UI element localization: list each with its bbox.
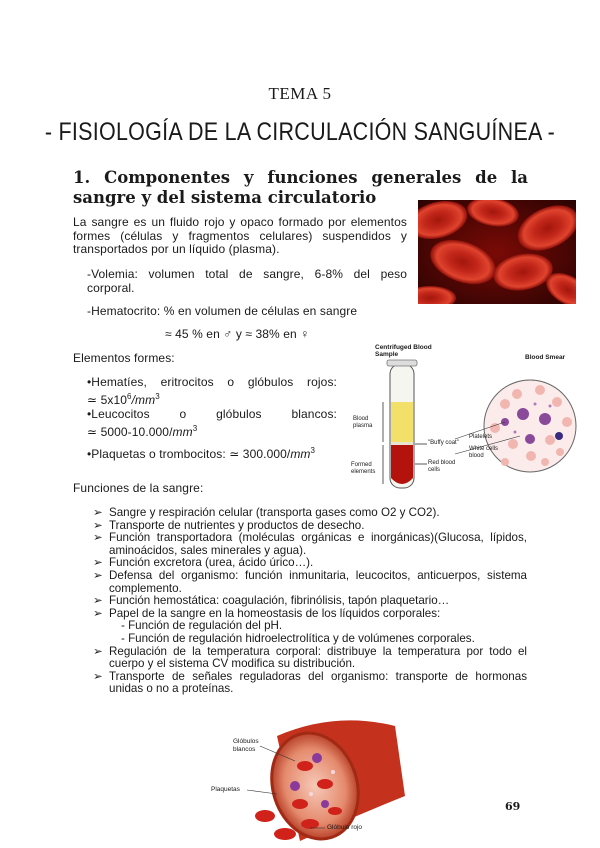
label-blood-plasma: Blood plasma [353, 416, 373, 429]
elementos-label: •Plaquetas o trombocitos: [87, 447, 226, 461]
label-red-blood-cells: Red blood cells [428, 460, 456, 473]
arrow-bullet-icon: ➢ [93, 644, 103, 658]
blood-sample-diagram [345, 344, 580, 494]
label-centrifuged: Centrifuged Blood Sample [375, 344, 432, 358]
hematocrito-text: -Hematocrito: % en volumen de células en sangre [87, 304, 358, 318]
funcion-item: ➢ Función excretora (urea, ácido úrico…). [93, 556, 314, 570]
arrow-bullet-icon: ➢ [93, 531, 103, 545]
elementos-unit: mm [290, 447, 311, 461]
funcion-item: ➢ Función hemostática: coagulación, fibrinólisis, tapón plaquetario… [93, 594, 450, 608]
elementos-exp: 6 [127, 391, 132, 401]
elementos-value: ≃ 5000-10.000/ [87, 424, 173, 439]
label-formed-elements: Formed elements [351, 462, 376, 475]
elementos-title: Elementos formes: [73, 351, 175, 365]
elementos-item-plaquetas [87, 444, 357, 462]
label-buffy-coat: "Buffy coat" [428, 440, 459, 446]
section-number: 1. [73, 168, 91, 187]
elementos-unit: mm [172, 424, 193, 439]
elementos-value: ≃ 300.000/ [229, 447, 291, 461]
elementos-unit-exp: 3 [310, 446, 316, 455]
funcion-item: ➢ Transporte de señales reguladoras del organismo: transporte de hormonas unidas o no a proteínas. [93, 669, 527, 696]
label-blood-smear: Blood Smear [525, 354, 566, 361]
elementos-unit-exp: 3 [155, 391, 160, 401]
intro-paragraph: La sangre es un fluido rojo y opaco formado por elementos formes (células y fragmentos celulares) suspendidos y transportados por un líquido (plasma). [73, 215, 407, 256]
chapter-title: - FISIOLOGÍA DE LA CIRCULACIÓN SANGUÍNEA - [44, 118, 556, 146]
arrow-bullet-icon: ➢ [93, 518, 103, 532]
blood-vessel-illustration [205, 716, 415, 848]
arrow-bullet-icon: ➢ [93, 506, 103, 519]
funcion-subitem: - Función de regulación hidroelectrolítica y de volúmenes corporales. [121, 631, 475, 645]
arrow-bullet-icon: ➢ [93, 594, 103, 608]
label-globulo-rojo: Glóbulo rojo [327, 824, 363, 831]
funcion-item: ➢ Papel de la sangre en la homeostasis de los líquidos corporales: [93, 606, 441, 620]
arrow-bullet-icon: ➢ [93, 556, 103, 570]
elementos-label: •Hematíes, eritrocitos o glóbulos rojos: [87, 375, 337, 389]
volemia-text: -Volemia: volumen total de sangre, 6-8% del peso corporal. [87, 267, 407, 295]
funcion-item: ➢ Función transportadora (moléculas orgánicas e inorgánicas)(Glucosa, lípidos, aminoácidos, sales minerales y agua). [93, 531, 527, 557]
section-title: Componentes y funciones generales de la sangre y del sistema circulatorio [73, 168, 528, 207]
funcion-item: ➢ Defensa del organismo: función inmunitaria, leucocitos, anticuerpos, sistema complemento. [93, 568, 527, 595]
red-blood-cells-photo [418, 200, 576, 304]
chapter-number: TEMA 5 [268, 84, 332, 103]
label-globulos-blancos: Glóbulos blancos [233, 738, 259, 753]
page-number: 69 [505, 800, 521, 813]
funciones-list [93, 506, 527, 696]
arrow-bullet-icon: ➢ [93, 606, 103, 620]
funcion-item: ➢ Transporte de nutrientes y productos de desecho. [93, 518, 365, 532]
funcion-item: ➢ Regulación de la temperatura corporal: distribuye la temperatura por todo el cuerpo y el sistema CV modifica su distribución. [93, 644, 527, 671]
elementos-unit: /mm [131, 392, 156, 407]
label-white-cells: White cells blood [469, 446, 499, 459]
arrow-bullet-icon: ➢ [93, 568, 103, 582]
label-platelets: Platelets [469, 434, 493, 440]
funcion-item: ➢ Sangre y respiración celular (transporta gases como O2 y CO2). [93, 506, 440, 519]
funcion-subitem: - Función de regulación del pH. [121, 619, 283, 633]
label-plaquetas: Plaquetas [211, 786, 240, 793]
hematocrito-values: ≈ 45 % en ♂ y ≈ 38% en ♀ [165, 327, 310, 341]
funciones-title: Funciones de la sangre: [73, 481, 204, 495]
elementos-item-wbc [87, 408, 337, 439]
arrow-bullet-icon: ➢ [93, 669, 103, 683]
elementos-unit-exp: 3 [192, 423, 198, 433]
elementos-item-rbc [87, 376, 337, 407]
elementos-value: ≃ 5x10 [87, 392, 128, 407]
elementos-label: •Leucocitos o glóbulos blancos: [87, 407, 337, 421]
